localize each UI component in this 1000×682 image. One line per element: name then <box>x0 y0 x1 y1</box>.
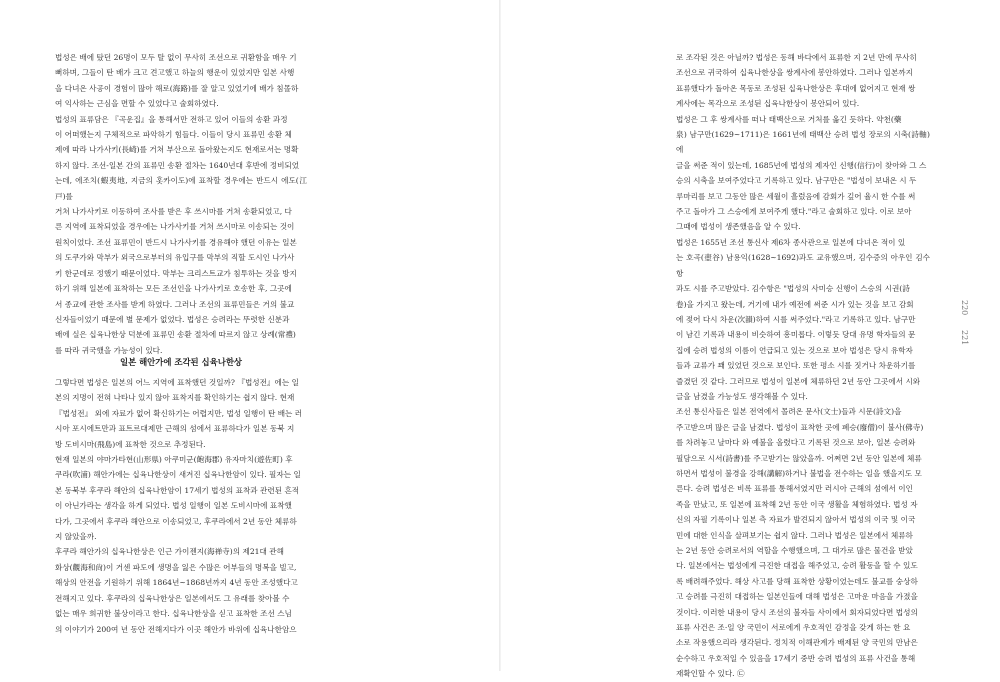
section-heading: 일본 해안가에 조각된 십육나한상 <box>119 357 242 367</box>
paragraph: 법성의 표류담은 『곡운집』을 통해서만 전하고 있어 이들의 송환 과정 이 어떠했는지 구체적으로 파악하기 힘들다. 이들이 당시 표류민 송환 체 제에 따라 나가사키(長崎)를 거쳐 부산으로 돌아왔는지도 현재로서는 명확 하지 않다. 조선-일본 간의 표류민 송환 절차는 1640년대 후반에 정비되었 는데, 에조치(蝦夷地, 지금의 홋카이도)에 표착할 경우에는 반드시 에도(江戸)를 거쳐 나가사키로 이동하여 조사를 받은 후 쓰시마를 거쳐 송환되었고, 다 른 지역에 표착되었을 경우에는 나가사키를 거쳐 쓰시마로 이송되는 것이 원칙이었다. 조선 표류민이 반드시 나가사키를 경유해야 했던 이유는 일본 의 도쿠가와 막부가 외국으로부터의 유입구를 막부의 직할 도시인 나가사 키 한군데로 정했기 때문이었다. 막부는 크리스트교가 침투하는 것을 방지 하기 위해 일본에 표착하는 모든 조선인을 나가사키로 호송한 후, 그곳에 서 종교에 관한 조사를 받게 하였다. 그러나 조선의 표류민들은 거의 불교 신자들이었기 때문에 별 문제가 없었다. 법성은 승려라는 뚜렷한 신분과 배에 실은 십육나한상 덕분에 표류민 송환 절차에 따르지 않고 상례(常禮) 를 따라 귀국했을 가능성이 있다. <box>55 114 307 355</box>
paragraph: 법성은 1655년 조선 통신사 제6차 종사관으로 일본에 다녀온 적이 있 는 호곡(壺谷) 남용익(1628~1692)과도 교유했으며, 김수증의 아우인 김수항 과도 시를 주고받았다. 김수항은 "법성의 사미승 신행이 스승의 시권(詩 卷)을 가지고 왔는데, 거기에 내가 예전에 써준 시가 있는 것을 보고 감회 에 젖어 다시 차운(次韻)하여 시를 써주었다."라고 기록하고 있다. 남구만 이 남긴 기록과 내용이 비슷하여 흥미롭다. 이렇듯 당대 유명 학자들의 문 집에 승려 법성의 이름이 언급되고 있는 것으로 보아 법성은 당시 유학자 들과 교류가 꽤 있었던 것으로 보인다. 또한 평소 시를 짓거나 차운하기를 즐겼던 것 같다. 그러므로 법성이 일본에 체류하던 2년 동안 그곳에서 시와 글을 남겼을 가능성도 생각해볼 수 있다. <box>676 237 930 401</box>
paragraph: 후쿠라 해안가의 십육나한상은 인근 가이젠지(海禅寺)의 제21대 관해 화상(觀海和尙)이 거센 파도에 생명을 잃은 수많은 어부들의 명복을 빌고, 해상의 안전을 기원하기 위해 1864년~1868년까지 4년 동안 조성했다고 전해지고 있다. 후쿠라의 십육나한상은 일본에서도 그 유래를 찾아볼 수 없는 매우 희귀한 불상이라고 한다. 십육나한상을 싣고 표착한 조선 스님 의 이야기가 200여 년 동안 전해지다가 이곳 해안가 바위에 십육나한암으 <box>55 547 298 634</box>
paragraph: 법성은 그 후 쌍계사를 떠나 태백산으로 거처를 옮긴 듯하다. 약천(藥 泉) 남구만(1629~1711)은 1661년에 태백산 승려 법성 장로의 시축(詩軸)에 글을 써준 적이 있는데, 1685년에 법성의 제자인 신행(信行)이 찾아와 그 스 승의 시축을 보여주었다고 기록하고 있다. 남구만은 "법성이 보내온 시 두 루마리를 보고 그동안 많은 세월이 흘렀음에 감회가 깊어 율시 한 수를 써 주고 돌아가 그 스승에게 보여주게 했다."라고 술회하고 있다. 이로 보아 그때에 법성이 생존했음을 알 수 있다. <box>676 114 930 232</box>
page-number-220: 220 <box>960 300 969 316</box>
paragraph: 그렇다면 법성은 일본의 어느 지역에 표착했던 것일까? 『법성전』에는 일 본의 지명이 전혀 나타나 있지 않아 표착지를 확인하기는 쉽지 않다. 현재 『법성전』 외에 자료가 없어 확신하기는 어렵지만, 법성 일행이 탄 배는 러 시아 포시에트만과 표트르대제만 근해의 섬에서 표류하다가 일본 동북 지 방 도비시마(飛島)에 표착한 것으로 추정된다. <box>55 378 303 449</box>
left-page <box>0 0 500 671</box>
left-top-text <box>55 50 307 358</box>
page-number-221: 221 <box>960 330 969 346</box>
right-body-text <box>676 50 930 682</box>
paragraph: 조선 통신사들은 일본 전역에서 몰려온 문사(文士)들과 시문(詩文)을 주고받으며 많은 글을 남겼다. 법성이 표착한 곳에 폐승(廢僧)이 불사(佛寺) 를 차려놓고 날마다 와 예불을 올렸다고 기록된 것으로 보아, 일본 승려와 필담으로 시서(詩書)를 주고받기는 않았을까. 어쩌면 2년 동안 일본에 체류 하면서 법성이 불경을 강해(講解)하거나 불법을 전수하는 일을 했을지도 모 른다. 승려 법성은 비록 표류를 통해서였지만 러시아 근해의 섬에서 이인 족을 만났고, 또 일본에 표착해 2년 동안 이국 생활을 체험하였다. 법성 자 신의 자필 기록이나 일본 측 자료가 발견되지 않아서 법성의 이국 및 이국 민에 대한 인식을 살펴보기는 쉽지 않다. 그러나 법성은 일본에서 체류하 는 2년 동안 승려로서의 역할을 수행했으며, 그 대가로 많은 물건을 받았 다. 일본에서는 법성에게 극진한 대접을 해주었고, 승려 활동을 할 수 있도 록 배려해주었다. 해상 사고를 당해 표착한 상황이었는데도 불교를 숭상하 고 승려를 극진히 대접하는 일본인들에 대해 법성은 고마운 마음을 가졌을 것이다. 이러한 내용이 당시 조선의 불자들 사이에서 회자되었다면 법성의 표류 사건은 조·일 양 국민이 서로에게 우호적인 감정을 갖게 하는 한 요 소로 작용했으리라 생각된다. 정치적 이해관계가 배제된 양 국민의 만남은 순수하고 우호적일 수 있음을 17세기 중반 승려 법성의 표류 사건을 통해 재확인할 수 있다. ㉢ <box>676 407 924 679</box>
left-bottom-text <box>55 375 307 637</box>
paragraph: 법성은 배에 탔던 26명이 모두 탈 없이 무사히 조선으로 귀환함을 매우 기 뻐하며, 그들이 탄 배가 크고 견고했고 하늘의 행운이 있었지만 일본 사행 을 다녀온 사공이 경험이 많아 해로(海路)를 잘 알고 있었기에 배가 침몰하 여 익사하는 근심을 면할 수 있었다고 술회하였다. <box>55 53 299 109</box>
paragraph: 로 조각된 것은 아닐까? 법성은 동해 바다에서 표류한 지 2년 만에 무사히 조선으로 귀국하여 십육나한상을 쌍계사에 봉안하였다. 그러나 일본까지 표류했다가 돌아온 목동로 조성된 십육나한상은 후대에 없어지고 현재 쌍 계사에는 목각으로 조성된 십육나한상이 봉안되어 있다. <box>676 53 917 109</box>
paragraph: 현재 일본의 야마가타현(山形県) 아쿠미군(飽海郡) 유자마치(遊佐町) 후 쿠라(吹浦) 해안가에는 십육나한상이 새겨진 십육나한암이 있다. 필자는 일 본 동북부 후쿠라 해안의 십육나한암이 17세기 법성의 표착과 관련된 흔적 이 아닌가라는 생각을 하게 되었다. 법성 일행이 일본 도비시마에 표착했 다가, 그곳에서 후쿠라 해안으로 이송되었고, 후쿠라에서 2년 동안 체류하 지 않았을까. <box>55 455 301 542</box>
